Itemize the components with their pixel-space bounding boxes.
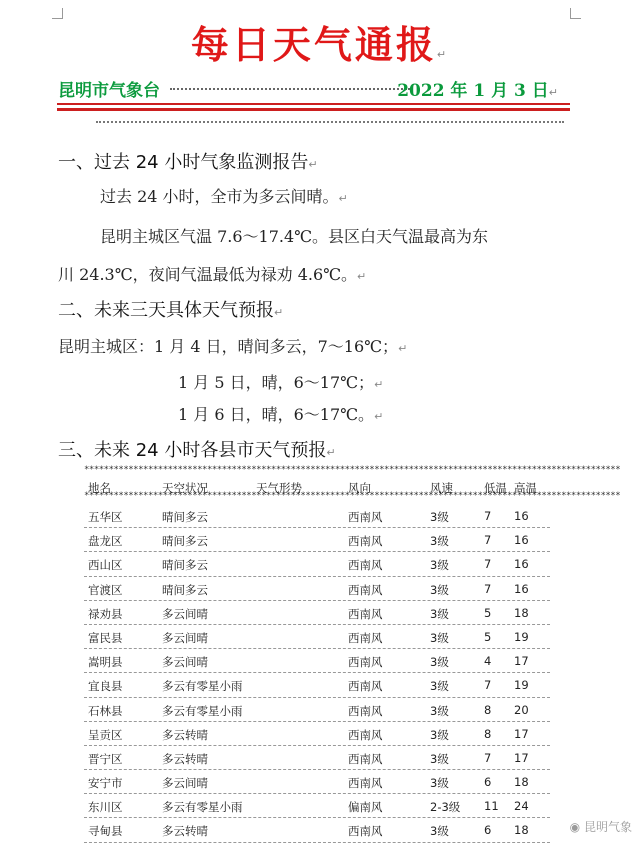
cell-wind-dir: 西南风 — [348, 751, 383, 766]
cell-high: 17 — [514, 654, 529, 669]
cell-sky: 多云转晴 — [162, 751, 208, 766]
cell-sky: 晴间多云 — [162, 582, 208, 597]
cell-wind-dir: 西南风 — [348, 776, 383, 791]
col-header-wind-speed: 风速 — [430, 481, 453, 495]
cell-high: 16 — [514, 557, 529, 572]
section-1-para-2b — [58, 262, 366, 285]
cell-sky: 多云有零星小雨 — [162, 679, 243, 694]
cell-wind-speed: 3级 — [430, 751, 449, 766]
cell-wind-dir: 西南风 — [348, 655, 383, 670]
forecast-line-3 — [178, 402, 383, 425]
cell-wind-dir: 西南风 — [348, 606, 383, 621]
section-3-heading-text: 三、未来 24 小时各县市天气预报 — [58, 440, 327, 461]
paragraph-mark-icon: ↵ — [436, 48, 450, 61]
cell-wind-speed: 3级 — [430, 776, 449, 791]
cell-wind-speed: 3级 — [430, 510, 449, 524]
table-row — [84, 649, 550, 673]
cell-wind-speed: 3级 — [430, 582, 449, 597]
cell-place: 嵩明县 — [88, 655, 123, 670]
dotted-leader — [170, 88, 410, 90]
cell-high: 16 — [514, 581, 529, 596]
cell-low: 7 — [484, 750, 492, 765]
cell-wind-speed: 3级 — [430, 703, 449, 718]
cell-wind-dir: 西南风 — [348, 630, 383, 645]
cell-place: 富民县 — [88, 630, 123, 645]
cell-wind-speed: 3级 — [430, 558, 449, 573]
cell-sky: 多云间晴 — [162, 655, 208, 670]
table-header-row — [84, 478, 550, 494]
cell-low: 4 — [484, 654, 492, 669]
table-row — [84, 625, 550, 649]
cell-high: 18 — [514, 605, 529, 620]
cell-high: 16 — [514, 533, 529, 548]
section-1-heading-text: 一、过去 24 小时气象监测报告 — [58, 152, 309, 173]
cell-low: 7 — [484, 533, 492, 548]
cell-low: 7 — [484, 509, 492, 523]
cell-sky: 晴间多云 — [162, 558, 208, 573]
cell-low: 11 — [484, 799, 499, 814]
dotted-separator — [96, 121, 564, 123]
paragraph-mark-icon: ↵ — [338, 192, 348, 205]
table-row — [84, 601, 550, 625]
cell-wind-speed: 3级 — [430, 679, 449, 694]
cell-sky: 晴间多云 — [162, 510, 208, 524]
cell-wind-dir: 西南风 — [348, 534, 383, 549]
cell-sky: 多云间晴 — [162, 630, 208, 645]
cell-wind-speed: 2-3级 — [430, 800, 461, 815]
cell-high: 16 — [514, 509, 529, 523]
col-header-sky: 天空状况 — [162, 481, 208, 495]
table-row — [84, 698, 550, 722]
cell-sky: 晴间多云 — [162, 534, 208, 549]
table-row — [84, 818, 550, 842]
cell-sky: 多云有零星小雨 — [162, 800, 243, 815]
table-row — [84, 746, 550, 770]
red-rule-thin — [57, 103, 570, 105]
paragraph-mark-icon: ↵ — [398, 342, 408, 355]
forecast-line-3-text: 1 月 6 日，晴，6～17℃。 — [178, 405, 375, 424]
section-1-para-1 — [100, 184, 348, 207]
cell-low: 5 — [484, 605, 492, 620]
weibo-icon: ◉ — [569, 820, 581, 834]
cell-wind-dir: 西南风 — [348, 582, 383, 597]
cell-wind-speed: 3级 — [430, 606, 449, 621]
forecast-line-1-text: 昆明主城区：1 月 4 日，晴间多云，7～16℃； — [58, 337, 399, 356]
asterisk-border-under-header: ************************************************************************************************************* — [84, 491, 621, 501]
cell-place: 东川区 — [88, 800, 123, 815]
section-1-para-1-text: 过去 24 小时，全市为多云间晴。 — [100, 187, 339, 206]
cell-place: 禄劝县 — [88, 606, 123, 621]
paragraph-mark-icon: ↵ — [308, 158, 318, 171]
cell-high: 19 — [514, 678, 529, 693]
table-row — [84, 504, 550, 528]
cell-high: 20 — [514, 702, 529, 717]
cell-wind-dir: 西南风 — [348, 703, 383, 718]
forecast-line-2 — [178, 370, 383, 393]
cell-high: 17 — [514, 726, 529, 741]
page-title — [0, 14, 640, 69]
cell-high: 19 — [514, 629, 529, 644]
col-header-wind-dir: 风向 — [348, 481, 371, 495]
cell-low: 7 — [484, 581, 492, 596]
paragraph-mark-icon: ↵ — [357, 270, 367, 283]
cell-wind-dir: 西南风 — [348, 727, 383, 742]
cell-low: 5 — [484, 629, 492, 644]
cell-high: 18 — [514, 823, 529, 838]
table-row — [84, 770, 550, 794]
cell-wind-dir: 西南风 — [348, 824, 383, 839]
table-row — [84, 722, 550, 746]
cell-wind-speed: 3级 — [430, 534, 449, 549]
asterisk-border-top: ************************************************************************************************************* — [84, 465, 621, 475]
section-2-heading-text: 二、未来三天具体天气预报 — [58, 300, 274, 321]
cell-sky: 多云间晴 — [162, 776, 208, 791]
cell-sky: 多云间晴 — [162, 606, 208, 621]
table-row — [84, 528, 550, 552]
paragraph-mark-icon: ↵ — [326, 446, 336, 459]
cell-wind-dir: 西南风 — [348, 510, 383, 524]
cell-high: 18 — [514, 775, 529, 790]
watermark-text: 昆明气象 — [583, 820, 632, 834]
paragraph-mark-icon: ↵ — [374, 378, 384, 391]
issuer: 昆明市气象台 — [58, 81, 160, 101]
forecast-line-2-text: 1 月 5 日，晴，6～17℃； — [178, 373, 375, 392]
col-header-high: 高温 — [514, 481, 537, 495]
section-1-heading — [58, 148, 318, 174]
table-body — [84, 504, 550, 843]
cell-low: 6 — [484, 775, 492, 790]
cell-place: 西山区 — [88, 558, 123, 573]
watermark — [570, 818, 632, 835]
cell-high: 24 — [514, 799, 529, 814]
issue-date — [397, 76, 558, 101]
cell-low: 8 — [484, 702, 492, 717]
cell-sky: 多云有零星小雨 — [162, 703, 243, 718]
cell-sky: 多云转晴 — [162, 824, 208, 839]
cell-place: 石林县 — [88, 703, 123, 718]
table-row — [84, 552, 550, 576]
cell-wind-speed: 3级 — [430, 824, 449, 839]
cell-wind-dir: 西南风 — [348, 679, 383, 694]
paragraph-mark-icon: ↵ — [274, 306, 284, 319]
cell-wind-speed: 3级 — [430, 655, 449, 670]
col-header-pattern: 天气形势 — [256, 481, 302, 495]
section-3-heading — [58, 436, 336, 462]
section-1-para-2a: 昆明主城区气温 7.6～17.4℃。县区白天气温最高为东 — [100, 227, 489, 246]
cell-low: 6 — [484, 823, 492, 838]
cell-wind-speed: 3级 — [430, 630, 449, 645]
cell-place: 安宁市 — [88, 776, 123, 791]
issuer-line — [58, 76, 558, 101]
cell-low: 7 — [484, 678, 492, 693]
cell-high: 17 — [514, 750, 529, 765]
table-row — [84, 794, 550, 818]
cell-low: 8 — [484, 726, 492, 741]
red-rule-thick — [57, 108, 570, 111]
title-text: 每日天气通报 — [190, 23, 437, 67]
cell-place: 晋宁区 — [88, 751, 123, 766]
cell-sky: 多云转晴 — [162, 727, 208, 742]
section-2-heading — [58, 296, 283, 322]
forecast-line-1 — [58, 334, 407, 357]
paragraph-mark-icon: ↵ — [548, 86, 558, 99]
col-header-low: 低温 — [484, 481, 507, 495]
cell-place: 盘龙区 — [88, 534, 123, 549]
issue-date-text: 2022 年 1 月 3 日 — [397, 81, 549, 101]
col-header-place: 地名 — [88, 481, 111, 495]
paragraph-mark-icon: ↵ — [374, 410, 384, 423]
cell-place: 官渡区 — [88, 582, 123, 597]
cell-place: 五华区 — [88, 510, 123, 524]
cell-wind-dir: 偏南风 — [348, 800, 383, 815]
cell-place: 寻甸县 — [88, 824, 123, 839]
table-row — [84, 673, 550, 697]
cell-wind-dir: 西南风 — [348, 558, 383, 573]
cell-low: 7 — [484, 557, 492, 572]
cell-place: 呈贡区 — [88, 727, 123, 742]
cell-wind-speed: 3级 — [430, 727, 449, 742]
cell-place: 宜良县 — [88, 679, 123, 694]
section-1-para-2b-text: 川 24.3℃，夜间气温最低为禄劝 4.6℃。 — [58, 265, 358, 284]
table-row — [84, 577, 550, 601]
